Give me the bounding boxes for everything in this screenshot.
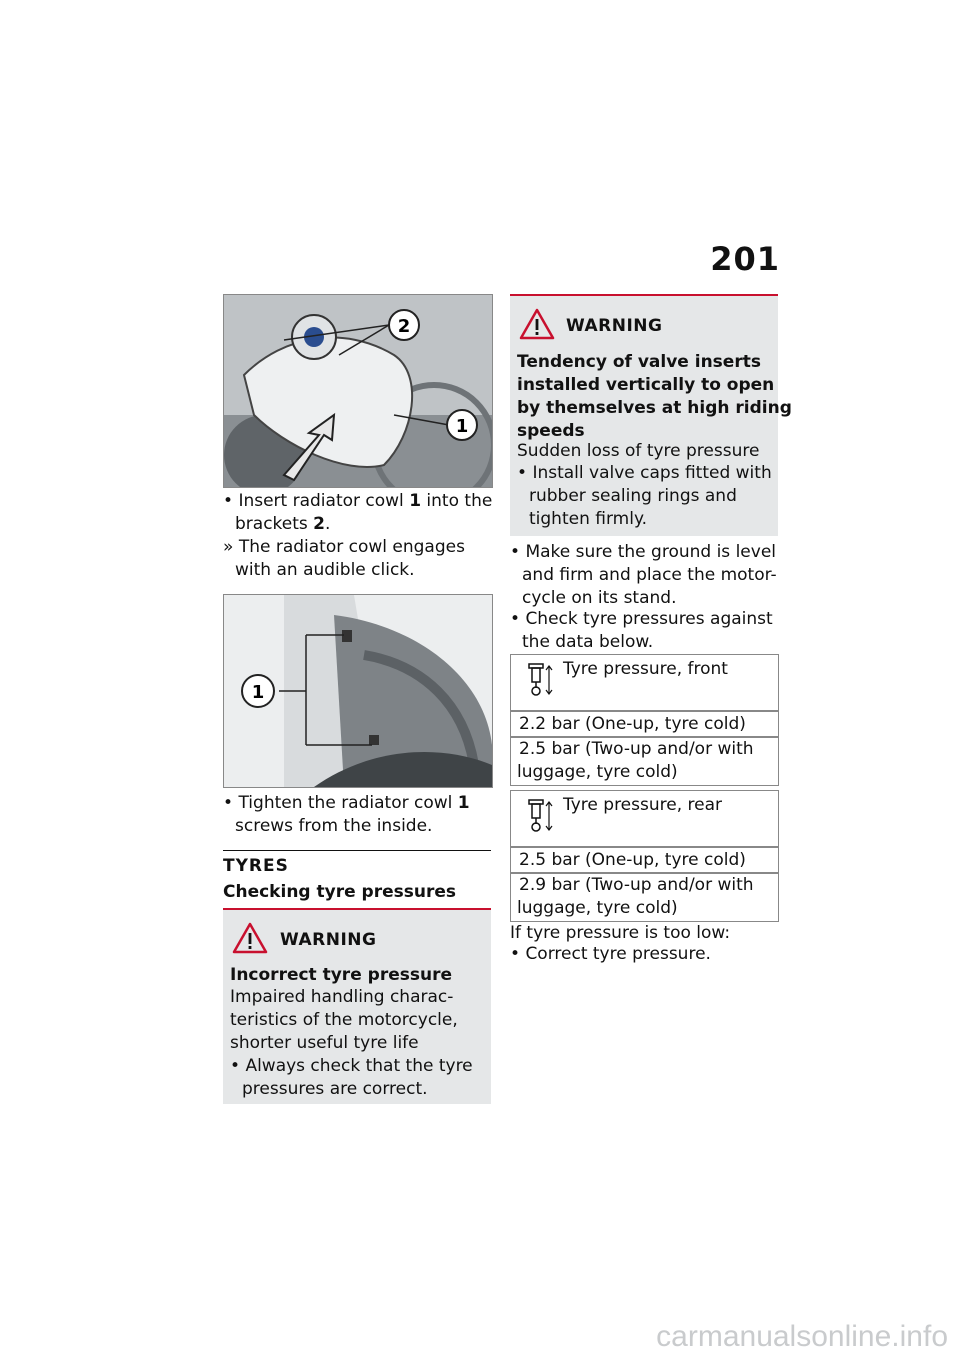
warning-consequence: Sudden loss of tyre pressure [517, 441, 760, 461]
watermark: carmanualsonline.info [656, 1320, 948, 1353]
section-title: TYRES [223, 856, 289, 876]
step-tighten-screws-cont: screws from the inside. [235, 816, 433, 836]
warning-title: WARNING [280, 930, 377, 950]
spec-rear-row-two-up-line: luggage, tyre cold) [517, 898, 678, 918]
warning-title: WARNING [566, 316, 663, 336]
warning-text-line: teristics of the motorcycle, [230, 1010, 458, 1030]
step-insert-cowl-cont: brackets 2. [235, 514, 331, 534]
bullet-icon: • [510, 609, 526, 629]
spec-front-row-one-up: 2.2 bar (One-up, tyre cold) [510, 710, 779, 738]
figure-callout-1: 1 [455, 416, 469, 437]
step-level-ground-cont: and firm and place the motor- [522, 565, 777, 585]
step-check-pressures: • Check tyre pressures against [510, 609, 773, 629]
bullet-icon: • [510, 944, 526, 964]
warning-text-line: Impaired handling charac- [230, 987, 454, 1007]
result-icon: » [223, 537, 239, 557]
step-level-ground-cont: cycle on its stand. [522, 588, 677, 608]
warning-action-cont: pressures are correct. [242, 1079, 428, 1099]
warning-text-line: shorter useful tyre life [230, 1033, 419, 1053]
step-tighten-screws: • Tighten the radiator cowl 1 [223, 793, 470, 813]
bullet-icon: • [223, 491, 239, 511]
spec-front-row-two-up-line: luggage, tyre cold) [517, 762, 678, 782]
warning-heading-line: Tendency of valve inserts [517, 352, 761, 372]
warning-action-cont: tighten firmly. [529, 509, 647, 529]
figure-radiator-cowl-install [223, 294, 493, 488]
warning-heading-line: by themselves at high riding [517, 398, 792, 418]
figure-callout-1: 1 [251, 682, 265, 703]
bullet-icon: • [510, 542, 526, 562]
spec-rear-row-two-up-line: 2.9 bar (Two-up and/or with [519, 875, 754, 895]
spec-front-row-two-up-line: 2.5 bar (Two-up and/or with [519, 739, 754, 759]
tyre-pressure-gauge-icon [526, 798, 554, 834]
warning-action: • Install valve caps fitted with [517, 463, 772, 483]
step-correct-pressure: • Correct tyre pressure. [510, 944, 711, 964]
bullet-icon: • [230, 1056, 246, 1076]
page-number: 201 [710, 240, 780, 278]
low-pressure-note: If tyre pressure is too low: [510, 923, 731, 943]
result-line: » The radiator cowl engages [223, 537, 465, 557]
spec-front-title: Tyre pressure, front [563, 659, 728, 679]
warning-heading: Incorrect tyre pressure [230, 965, 452, 985]
warning-action: • Always check that the tyre [230, 1056, 473, 1076]
step-level-ground: • Make sure the ground is level [510, 542, 776, 562]
figure-radiator-cowl-screws [223, 594, 493, 788]
step-insert-cowl: • Insert radiator cowl 1 into the [223, 491, 493, 511]
subsection-title: Checking tyre pressures [223, 882, 457, 902]
result-line-cont: with an audible click. [235, 560, 415, 580]
bullet-icon: • [517, 463, 533, 483]
tyre-pressure-gauge-icon [526, 662, 554, 698]
warning-action-cont: rubber sealing rings and [529, 486, 737, 506]
warning-triangle-icon [232, 922, 268, 954]
section-divider [223, 850, 491, 851]
warning-heading-line: speeds [517, 421, 585, 441]
bullet-icon: • [223, 793, 239, 813]
warning-heading-line: installed vertically to open [517, 375, 775, 395]
spec-rear-row-one-up: 2.5 bar (One-up, tyre cold) [510, 846, 779, 874]
step-check-pressures-cont: the data below. [522, 632, 654, 652]
spec-rear-title: Tyre pressure, rear [563, 795, 722, 815]
figure-callout-2: 2 [397, 316, 411, 337]
warning-triangle-icon [519, 308, 555, 340]
